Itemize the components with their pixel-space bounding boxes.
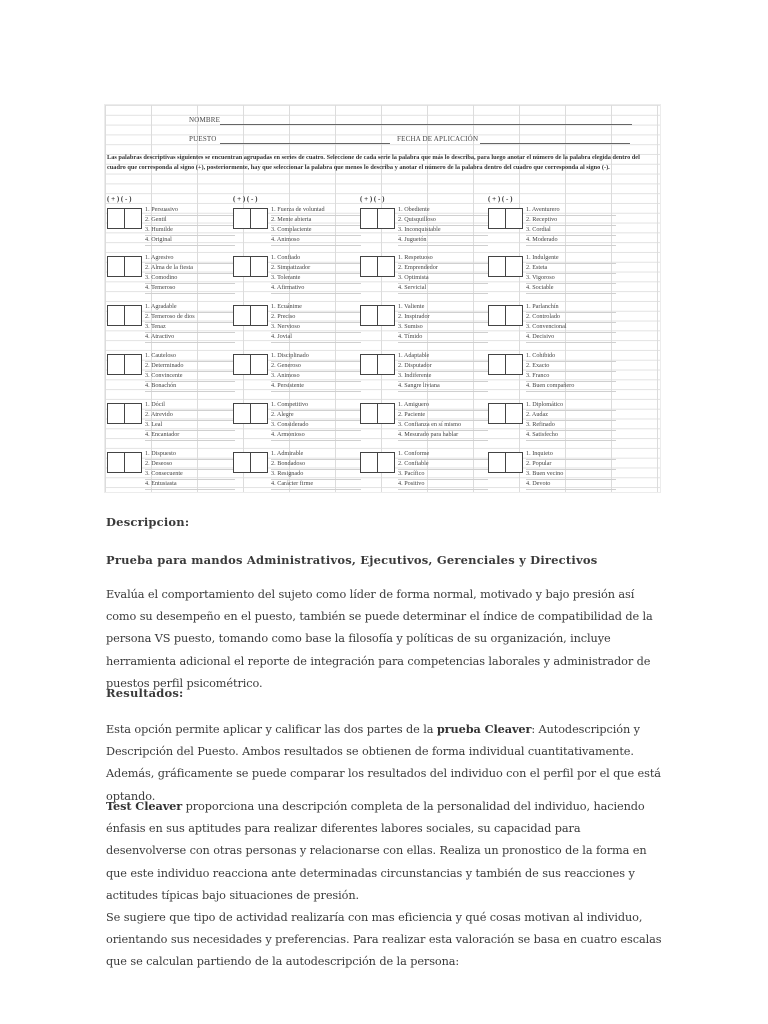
word-option: 1. Parlanchín (526, 302, 616, 313)
word-option: 1. Adaptable (398, 351, 488, 362)
plus-answer-box[interactable] (360, 452, 378, 473)
word-group (488, 253, 610, 293)
plus-answer-box[interactable] (107, 208, 125, 229)
word-option: 1. Respetuoso (398, 253, 488, 264)
word-option: 3. Convencional (526, 322, 616, 333)
paragraph-test-cleaver (106, 795, 662, 974)
word-group (107, 351, 229, 391)
word-option: 4. Sangre liviana (398, 381, 488, 392)
word-option: 1. Cohibido (526, 351, 616, 362)
word-option: 1. Conforme (398, 449, 488, 460)
word-option: 1. Ecuánime (271, 302, 361, 313)
plus-answer-box[interactable] (488, 305, 506, 326)
form-puesto-line (220, 143, 390, 144)
word-option: 4. Bonachón (145, 381, 235, 392)
plus-answer-box[interactable] (488, 452, 506, 473)
minus-answer-box[interactable] (124, 256, 142, 277)
word-option: 3. Refinado (526, 420, 616, 431)
word-group (233, 205, 355, 245)
word-option: 3. Comodino (145, 273, 235, 284)
word-option: 1. Agresivo (145, 253, 235, 264)
word-option: 4. Juguetón (398, 235, 488, 246)
minus-answer-box[interactable] (377, 354, 395, 375)
form-nombre-label: NOMBRE (189, 116, 221, 124)
minus-answer-box[interactable] (505, 305, 523, 326)
word-option: 2. Disputador (398, 361, 488, 372)
plus-answer-box[interactable] (107, 354, 125, 375)
plus-answer-box[interactable] (107, 305, 125, 326)
word-option: 1. Aventurero (526, 205, 616, 216)
word-option: 2. Emprendedor (398, 263, 488, 274)
minus-answer-box[interactable] (124, 354, 142, 375)
word-option: 3. Pacífico (398, 469, 488, 480)
word-option: 3. Inconquistable (398, 225, 488, 236)
word-option: 3. Vigoroso (526, 273, 616, 284)
word-option: 2. Alegre (271, 410, 361, 421)
word-option: 3. Franco (526, 371, 616, 382)
word-option: 3. Resignado (271, 469, 361, 480)
minus-answer-box[interactable] (377, 208, 395, 229)
minus-answer-box[interactable] (505, 403, 523, 424)
word-group (107, 302, 229, 342)
word-option: 1. Amiguero (398, 400, 488, 411)
word-group (488, 400, 610, 440)
word-option: 3. Nervioso (271, 322, 361, 333)
plus-answer-box[interactable] (107, 256, 125, 277)
word-option: 4. Entusiasta (145, 479, 235, 490)
word-option: 4. Satisfecho (526, 430, 616, 441)
word-option: 4. Armonioso (271, 430, 361, 441)
word-option: 3. Tolerante (271, 273, 361, 284)
minus-answer-box[interactable] (250, 305, 268, 326)
word-option: 3. Leal (145, 420, 235, 431)
word-group (488, 205, 610, 245)
plus-answer-box[interactable] (360, 305, 378, 326)
plus-minus-header: ( + ) ( - ) (107, 195, 132, 203)
word-option: 3. Animoso (271, 371, 361, 382)
word-option: 3. Cordial (526, 225, 616, 236)
text: : Autodescripción y Descripción del Puesto. Ambos resultados se obtienen de forma individual cuantitativamente. Además, gráficamente se puede comparar los resultados del individuo con el perfil por el que está optando. (106, 723, 661, 803)
form-fecha-line (480, 143, 630, 144)
form-nombre-line (220, 124, 632, 125)
plus-minus-header: ( + ) ( - ) (360, 195, 385, 203)
word-option: 2. Atrevido (145, 410, 235, 421)
plus-answer-box[interactable] (233, 208, 251, 229)
minus-answer-box[interactable] (124, 305, 142, 326)
plus-answer-box[interactable] (360, 354, 378, 375)
word-option: 3. Indiferente (398, 371, 488, 382)
word-option: 2. Simpatizador (271, 263, 361, 274)
minus-answer-box[interactable] (124, 208, 142, 229)
word-group (360, 253, 482, 293)
word-option: 2. Quisquilloso (398, 215, 488, 226)
word-option: 2. Alma de la fiesta (145, 263, 235, 274)
word-option: 1. Fuerza de voluntad (271, 205, 361, 216)
word-group (360, 302, 482, 342)
word-option: 3. Sumiso (398, 322, 488, 333)
plus-answer-box[interactable] (233, 256, 251, 277)
word-option: 2. Bondadoso (271, 459, 361, 470)
plus-answer-box[interactable] (360, 403, 378, 424)
minus-answer-box[interactable] (505, 208, 523, 229)
plus-minus-header: ( + ) ( - ) (233, 195, 258, 203)
word-option: 2. Gentil (145, 215, 235, 226)
minus-answer-box[interactable] (377, 452, 395, 473)
word-group (488, 351, 610, 391)
plus-answer-box[interactable] (360, 256, 378, 277)
bold-term: Test Cleaver (106, 799, 183, 813)
word-option: 2. Temeroso de dios (145, 312, 235, 323)
form-puesto-label: PUESTO (189, 135, 217, 143)
word-group (488, 449, 610, 489)
word-group (233, 253, 355, 293)
word-option: 4. Persistente (271, 381, 361, 392)
cleaver-test-form-image (105, 105, 660, 492)
word-option: 2. Determinado (145, 361, 235, 372)
word-option: 1. Indulgente (526, 253, 616, 264)
minus-answer-box[interactable] (250, 403, 268, 424)
plus-answer-box[interactable] (233, 403, 251, 424)
minus-answer-box[interactable] (250, 256, 268, 277)
word-option: 2. Confiable (398, 459, 488, 470)
word-option: 4. Carácter firme (271, 479, 361, 490)
word-group (233, 302, 355, 342)
text: Esta opción permite aplicar y calificar las dos partes de la (106, 723, 437, 736)
word-option: 2. Inspirador (398, 312, 488, 323)
word-option: 3. Considerado (271, 420, 361, 431)
word-option: 4. Temeroso (145, 283, 235, 294)
form-fecha-label: FECHA DE APLICACIÓN (397, 135, 479, 143)
word-option: 1. Persuasivo (145, 205, 235, 216)
text: proporciona una descripción completa de la personalidad del individuo, haciendo énfasis en sus aptitudes para realizar diferentes labores sociales, su capacidad para desenvolverse con otras personas y relacionarse con ellas. Realiza un pronostico de la forma en que este individuo reacciona ante determinadas circunstancias y también de sus reacciones y actitudes típicas bajo situaciones de presión. (106, 800, 647, 902)
word-option: 1. Competitivo (271, 400, 361, 411)
word-group (107, 449, 229, 489)
minus-answer-box[interactable] (505, 256, 523, 277)
word-option: 4. Buen compañero (526, 381, 616, 392)
plus-answer-box[interactable] (488, 208, 506, 229)
resultados-heading: Resultados: (106, 686, 184, 700)
word-option: 3. Optimista (398, 273, 488, 284)
word-option: 2. Audaz (526, 410, 616, 421)
plus-answer-box[interactable] (488, 256, 506, 277)
word-option: 4. Animoso (271, 235, 361, 246)
subtitle: Prueba para mandos Administrativos, Ejecutivos, Gerenciales y Directivos (106, 553, 598, 567)
word-option: 3. Tenaz (145, 322, 235, 333)
word-option: 1. Dócil (145, 400, 235, 411)
word-option: 1. Admirable (271, 449, 361, 460)
word-option: 2. Paciente (398, 410, 488, 421)
plus-answer-box[interactable] (488, 403, 506, 424)
word-option: 4. Afirmativo (271, 283, 361, 294)
word-option: 4. Moderado (526, 235, 616, 246)
word-group (233, 351, 355, 391)
text: Se sugiere que tipo de actividad realizaría con mas eficiencia y qué cosas motivan al individuo, orientando sus necesidades y preferencias. Para realizar esta valoración se basa en cuatro escalas que se calculan partiendo de la autodescripción de la persona: (106, 911, 662, 969)
word-option: 2. Deseoso (145, 459, 235, 470)
word-option: 4. Atractivo (145, 332, 235, 343)
word-group (233, 400, 355, 440)
word-option: 1. Cauteloso (145, 351, 235, 362)
minus-answer-box[interactable] (250, 452, 268, 473)
word-option: 2. Preciso (271, 312, 361, 323)
word-option: 2. Popular (526, 459, 616, 470)
bold-term: prueba Cleaver (436, 722, 532, 736)
word-option: 3. Buen vecino (526, 469, 616, 480)
word-group (107, 400, 229, 440)
descripcion-heading: Descripcion: (106, 515, 190, 529)
plus-answer-box[interactable] (107, 403, 125, 424)
plus-answer-box[interactable] (488, 354, 506, 375)
word-option: 2. Generoso (271, 361, 361, 372)
word-option: 1. Dispuesto (145, 449, 235, 460)
word-group (360, 351, 482, 391)
word-option: 1. Valiente (398, 302, 488, 313)
word-option: 2. Esteta (526, 263, 616, 274)
minus-answer-box[interactable] (377, 305, 395, 326)
word-option: 4. Decisivo (526, 332, 616, 343)
word-option: 4. Tímido (398, 332, 488, 343)
word-option: 4. Positivo (398, 479, 488, 490)
plus-answer-box[interactable] (233, 452, 251, 473)
word-option: 4. Sociable (526, 283, 616, 294)
word-option: 4. Jovial (271, 332, 361, 343)
word-option: 1. Diplomático (526, 400, 616, 411)
word-option: 1. Confiado (271, 253, 361, 264)
plus-minus-header: ( + ) ( - ) (488, 195, 513, 203)
plus-answer-box[interactable] (360, 208, 378, 229)
word-group (360, 449, 482, 489)
plus-answer-box[interactable] (233, 354, 251, 375)
minus-answer-box[interactable] (124, 452, 142, 473)
word-option: 2. Exacto (526, 361, 616, 372)
word-option: 1. Obediente (398, 205, 488, 216)
word-option: 3. Complaciente (271, 225, 361, 236)
minus-answer-box[interactable] (377, 403, 395, 424)
plus-answer-box[interactable] (107, 452, 125, 473)
word-group (360, 400, 482, 440)
word-option: 3. Consecuente (145, 469, 235, 480)
minus-answer-box[interactable] (377, 256, 395, 277)
plus-answer-box[interactable] (233, 305, 251, 326)
minus-answer-box[interactable] (505, 354, 523, 375)
word-option: 3. Humilde (145, 225, 235, 236)
word-option: 1. Agradable (145, 302, 235, 313)
word-group (107, 205, 229, 245)
paragraph-descripcion: Evalúa el comportamiento del sujeto como líder de forma normal, motivado y bajo presión así como su desempeño en el puesto, también se puede determinar el índice de compatibilidad de la persona VS puesto, tomando como base la filosofía y políticas de su organización, incluye herramienta adicional el reporte de integración para competencias laborales y administrador de puestos perfil psicométrico. (106, 588, 653, 690)
word-option: 2. Controlado (526, 312, 616, 323)
word-option: 3. Convincente (145, 371, 235, 382)
word-option: 2. Mente abierta (271, 215, 361, 226)
word-group (233, 449, 355, 489)
word-option: 3. Confianza en sí mismo (398, 420, 488, 431)
word-option: 2. Receptivo (526, 215, 616, 226)
word-option: 4. Devoto (526, 479, 616, 490)
form-instructions: Las palabras descriptivas siguientes se encuentran agrupadas en series de cuatro. Seleccione de cada serie la palabra que más lo describa, para luego anotar el número de la palabra elegida dentro del cuadro que corresponda al signo (+), posteriormente, hay que seleccionar la palabra que menos lo describa y anotar el número de la palabra dentro del cuadro que corresponda al signo (-). (107, 154, 640, 171)
minus-answer-box[interactable] (250, 208, 268, 229)
word-option: 4. Mesurado para hablar (398, 430, 488, 441)
minus-answer-box[interactable] (250, 354, 268, 375)
word-group (107, 253, 229, 293)
word-group (360, 205, 482, 245)
word-option: 4. Original (145, 235, 235, 246)
word-group (488, 302, 610, 342)
word-option: 4. Servicial (398, 283, 488, 294)
word-option: 1. Disciplinado (271, 351, 361, 362)
word-option: 1. Inquieto (526, 449, 616, 460)
minus-answer-box[interactable] (124, 403, 142, 424)
word-option: 4. Encantador (145, 430, 235, 441)
minus-answer-box[interactable] (505, 452, 523, 473)
